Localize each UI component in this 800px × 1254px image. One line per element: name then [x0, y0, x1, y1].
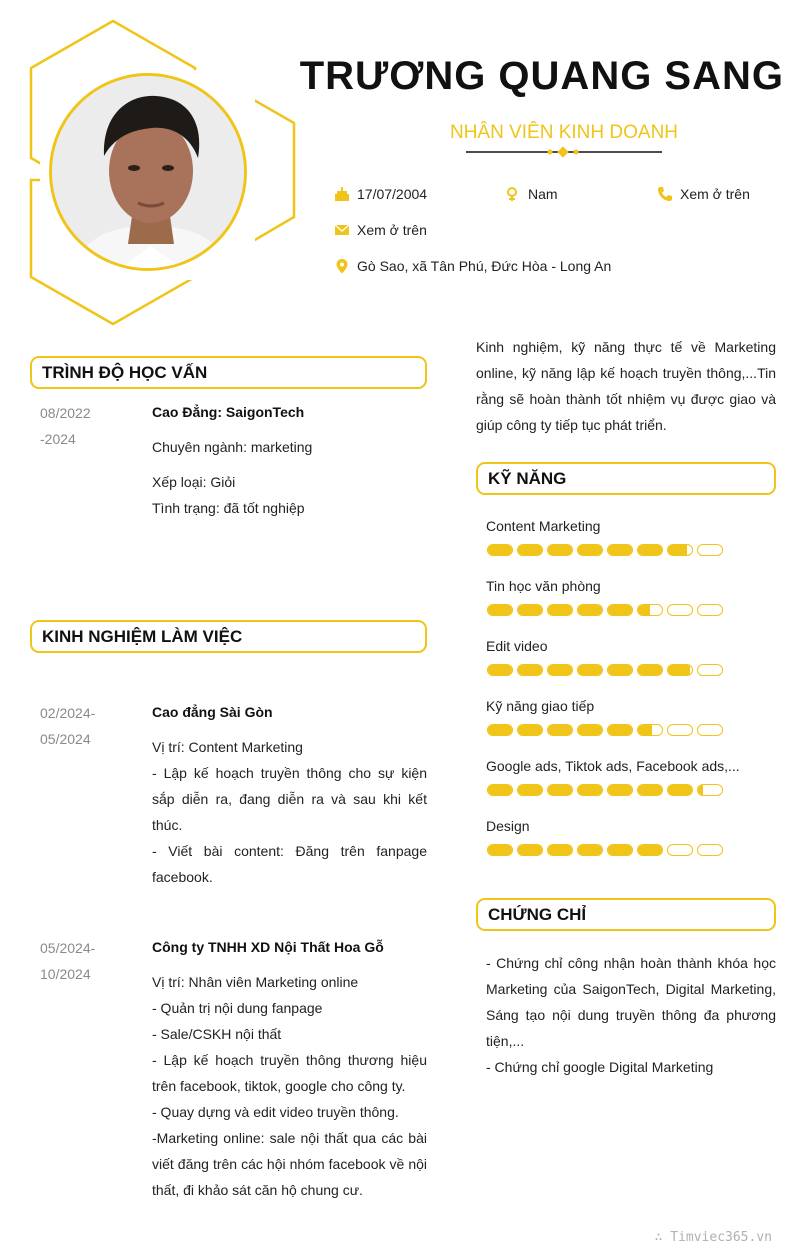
location-icon — [334, 258, 350, 274]
skill-rating-segment — [637, 724, 663, 736]
skill-rating-segment — [667, 544, 693, 556]
skill-rating-segment — [697, 724, 723, 736]
job-position: NHÂN VIÊN KINH DOANH — [449, 122, 679, 143]
job-entry — [152, 699, 427, 890]
certificates-section-title: CHỨNG CHỈ — [476, 898, 776, 931]
skill-rating-segment — [607, 724, 633, 736]
certificates-list — [486, 950, 776, 1080]
skill-rating-segment — [637, 844, 663, 856]
skill-rating-segment — [547, 844, 573, 856]
skill-rating-segment — [697, 784, 723, 796]
skill-rating-segment — [697, 604, 723, 616]
skill-rating-segment — [607, 604, 633, 616]
skill-rating-segment — [577, 844, 603, 856]
address-text: Gò Sao, xã Tân Phú, Đức Hòa - Long An — [357, 258, 612, 274]
skill-rating-segment — [607, 544, 633, 556]
education-major: Chuyên ngành: marketing — [152, 439, 313, 455]
phone-text: Xem ở trên — [680, 186, 750, 202]
job-date-start: 05/2024- — [40, 940, 96, 956]
skill-rating-bar — [487, 844, 727, 856]
skill-rating-segment — [637, 664, 663, 676]
school-name: Cao Đẳng: SaigonTech — [152, 404, 305, 420]
cake-icon — [334, 186, 350, 202]
skill-rating-segment — [517, 604, 543, 616]
skill-rating-segment — [667, 664, 693, 676]
job-date-start: 02/2024- — [40, 705, 96, 721]
skill-rating-segment — [577, 544, 603, 556]
job-duty: - Quay dựng và edit video truyền thông. — [152, 1104, 399, 1120]
skill-rating-segment — [637, 604, 663, 616]
skill-rating-segment — [577, 604, 603, 616]
skill-rating-segment — [487, 724, 513, 736]
certificate-item: - Chứng chỉ google Digital Marketing — [486, 1059, 714, 1075]
job-role: Vị trí: Content Marketing — [152, 739, 303, 755]
skill-label: Design — [486, 818, 530, 834]
education-date — [40, 400, 91, 452]
skill-rating-segment — [517, 664, 543, 676]
skill-rating-segment — [547, 604, 573, 616]
skill-rating-segment — [517, 544, 543, 556]
skill-label: Edit video — [486, 638, 548, 654]
skills-section-title: KỸ NĂNG — [476, 462, 776, 495]
job-duty: -Marketing online: sale nội thất qua các bài viết đăng trên các hội nhóm facebook về nội thất, đi khảo sát căn hộ chung cư. — [152, 1130, 427, 1198]
education-date-start: 08/2022 — [40, 405, 91, 421]
birthday-text: 17/07/2004 — [357, 186, 428, 202]
certificate-item: - Chứng chỉ công nhận hoàn thành khóa học Marketing của SaigonTech, Digital Marketing, Sáng tạo nội dung truyền thông đa phương tiện,... — [486, 955, 776, 1049]
portrait-photo-icon — [52, 76, 247, 271]
skill-rating-segment — [487, 604, 513, 616]
experience-section-title: KINH NGHIỆM LÀM VIỆC — [30, 620, 427, 653]
email-text: Xem ở trên — [357, 222, 427, 238]
skill-rating-bar — [487, 604, 727, 616]
skill-rating-bar — [487, 664, 727, 676]
gender-text: Nam — [528, 186, 558, 202]
skill-rating-segment — [487, 544, 513, 556]
gender — [505, 186, 558, 202]
skill-rating-segment — [577, 724, 603, 736]
skill-rating-segment — [577, 664, 603, 676]
company-name: Công ty TNHH XD Nội Thất Hoa Gỗ — [152, 939, 384, 955]
skill-rating-segment — [577, 784, 603, 796]
skill-rating-segment — [667, 724, 693, 736]
watermark: ∴ Timviec365.vn — [654, 1230, 772, 1245]
job-entry — [152, 934, 427, 1203]
skill-rating-segment — [547, 544, 573, 556]
job-date — [40, 935, 95, 987]
address — [334, 258, 611, 274]
job-duty: - Viết bài content: Đăng trên fanpage facebook. — [152, 843, 427, 885]
education-entry — [152, 399, 427, 521]
skill-rating-segment — [487, 784, 513, 796]
skill-rating-segment — [637, 544, 663, 556]
career-objective: Kinh nghiệm, kỹ năng thực tế về Marketing online, kỹ năng lập kế hoạch truyền thông,...Tin rằng sẽ hoàn thành tốt nhiệm vụ được giao và giúp công ty tiếp tục phát triển. — [476, 339, 776, 433]
skill-rating-segment — [667, 844, 693, 856]
email — [334, 222, 427, 238]
position-divider — [466, 145, 662, 159]
job-date — [40, 700, 95, 752]
job-duty: - Quản trị nội dung fanpage — [152, 1000, 323, 1016]
skill-rating-segment — [697, 664, 723, 676]
profile-photo — [49, 73, 247, 271]
skill-label: Tin học văn phòng — [486, 578, 601, 594]
skill-rating-segment — [637, 784, 663, 796]
education-section-title: TRÌNH ĐỘ HỌC VẤN — [30, 356, 427, 389]
mail-icon — [334, 222, 350, 238]
skill-rating-segment — [517, 784, 543, 796]
skill-rating-segment — [487, 844, 513, 856]
skill-rating-segment — [517, 844, 543, 856]
candidate-name: TRƯƠNG QUANG SANG — [299, 54, 784, 98]
education-rank: Xếp loại: Giỏi — [152, 474, 236, 490]
skill-label: Content Marketing — [486, 518, 601, 534]
education-status: Tình trạng: đã tốt nghiệp — [152, 500, 305, 516]
skill-rating-segment — [487, 664, 513, 676]
skill-rating-segment — [547, 784, 573, 796]
skill-rating-segment — [607, 664, 633, 676]
skill-rating-segment — [517, 724, 543, 736]
education-date-end: -2024 — [40, 431, 76, 447]
job-date-end: 10/2024 — [40, 966, 91, 982]
job-duty: - Lập kế hoạch truyền thông cho sự kiện sắp diễn ra, đang diễn ra và sau khi kết thúc. — [152, 765, 427, 833]
skill-rating-segment — [667, 604, 693, 616]
skill-rating-segment — [547, 724, 573, 736]
phone-icon — [657, 186, 673, 202]
skill-rating-segment — [667, 784, 693, 796]
skill-rating-bar — [487, 544, 727, 556]
job-duty: - Lập kế hoạch truyền thông thương hiệu trên facebook, tiktok, google cho công ty. — [152, 1052, 427, 1094]
skill-rating-segment — [547, 664, 573, 676]
skill-rating-segment — [607, 844, 633, 856]
job-date-end: 05/2024 — [40, 731, 91, 747]
skill-rating-bar — [487, 784, 727, 796]
skill-rating-segment — [697, 544, 723, 556]
phone — [657, 186, 750, 202]
gender-icon — [505, 186, 521, 202]
company-name: Cao đẳng Sài Gòn — [152, 704, 273, 720]
skill-rating-segment — [607, 784, 633, 796]
job-duty: - Sale/CSKH nội thất — [152, 1026, 282, 1042]
skill-rating-segment — [697, 844, 723, 856]
job-role: Vị trí: Nhân viên Marketing online — [152, 974, 359, 990]
birthday — [334, 186, 427, 202]
skill-rating-bar — [487, 724, 727, 736]
skill-label: Google ads, Tiktok ads, Facebook ads,... — [486, 758, 740, 774]
skill-label: Kỹ năng giao tiếp — [486, 698, 595, 714]
